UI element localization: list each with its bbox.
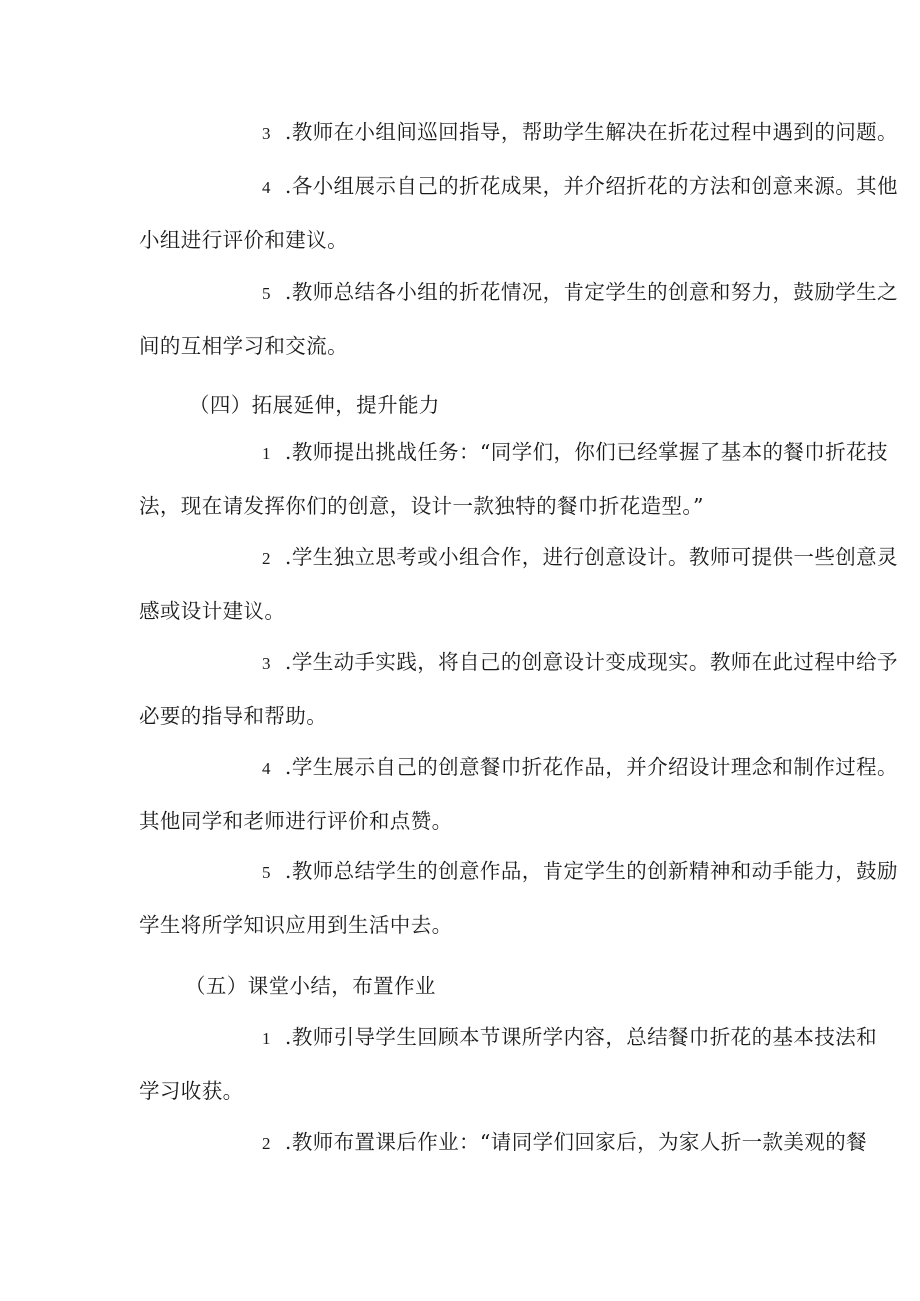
item-text: .教师总结各小组的折花情况，肯定学生的创意和努力，鼓励学生之 [284, 280, 898, 304]
item-number: 5 [262, 284, 271, 303]
section-heading: （四）拓展延伸，提升能力 [189, 393, 440, 417]
item-text: .教师提出挑战任务：“同学们，你们已经掌握了基本的餐巾折花技 [284, 440, 888, 464]
list-item [139, 531, 898, 638]
item-number: 1 [262, 1029, 271, 1048]
item-number: 4 [262, 178, 271, 197]
item-text-continued: 必要的指导和帮助。 [139, 704, 328, 728]
item-text: .教师布置课后作业：“请同学们回家后，为家人折一款美观的餐 [284, 1130, 868, 1154]
item-text-continued: 学生将所学知识应用到生活中去。 [139, 913, 453, 937]
list-item [139, 160, 898, 267]
list-item [139, 1011, 878, 1118]
list-item [139, 741, 898, 848]
item-number: 3 [262, 654, 271, 673]
item-text: .教师总结学生的创意作品，肯定学生的创新精神和动手能力，鼓励 [284, 859, 898, 883]
list-item [139, 266, 898, 373]
section-heading: （五）课堂小结，布置作业 [185, 974, 436, 998]
item-text: .教师引导学生回顾本节课所学内容，总结餐巾折花的基本技法和 [284, 1025, 878, 1049]
item-text: .教师在小组间巡回指导，帮助学生解决在折花过程中遇到的问题。 [284, 120, 898, 144]
item-number: 4 [262, 759, 271, 778]
item-text: .学生独立思考或小组合作，进行创意设计。教师可提供一些创意灵 [284, 545, 898, 569]
item-text-continued: 小组进行评价和建议。 [139, 228, 348, 252]
item-text: .学生展示自己的创意餐巾折花作品，并介绍设计理念和制作过程。 [284, 755, 898, 779]
item-text-continued: 间的互相学习和交流。 [139, 334, 348, 358]
list-item [139, 636, 898, 743]
item-number: 2 [262, 1134, 271, 1153]
item-text-continued: 感或设计建议。 [139, 599, 286, 623]
item-text-continued: 学习收获。 [139, 1079, 244, 1103]
item-number: 3 [262, 124, 271, 143]
list-item [139, 426, 888, 533]
item-text-continued: 法，现在请发挥你们的创意，设计一款独特的餐巾折花造型。” [139, 494, 704, 518]
list-item [139, 845, 898, 952]
item-text-continued: 其他同学和老师进行评价和点赞。 [139, 809, 453, 833]
list-item [139, 1116, 868, 1170]
item-number: 1 [262, 444, 271, 463]
item-number: 5 [262, 863, 271, 882]
item-text: .各小组展示自己的折花成果，并介绍折花的方法和创意来源。其他 [284, 174, 898, 198]
list-item [139, 106, 898, 160]
item-number: 2 [262, 549, 271, 568]
item-text: .学生动手实践，将自己的创意设计变成现实。教师在此过程中给予 [284, 650, 898, 674]
